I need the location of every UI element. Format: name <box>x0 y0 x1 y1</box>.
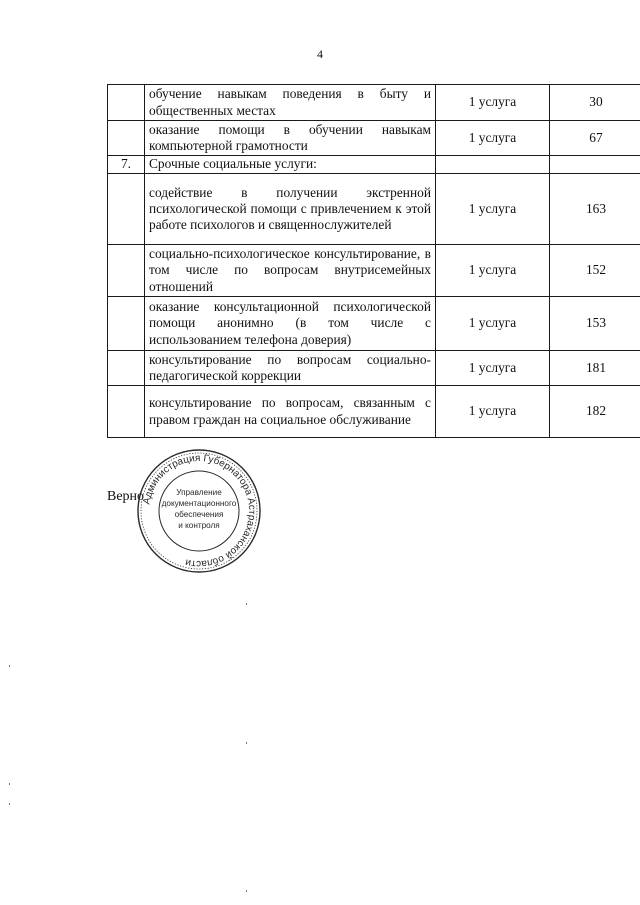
seal-ring-text: Администрация Губернатора Астраханской области <box>141 452 258 570</box>
official-seal <box>135 447 263 575</box>
table-row <box>108 174 640 245</box>
seal-graphic <box>135 447 263 575</box>
category-title-cell: Срочные социальные услуги: <box>145 156 436 174</box>
service-unit-cell: 1 услуга <box>436 174 550 245</box>
row-number-cell: 7. <box>108 156 145 174</box>
service-value-cell: 152 <box>550 245 640 297</box>
row-number-cell <box>108 297 145 351</box>
service-description-cell: консультирование по вопросам социально-педагогической коррекции <box>145 351 436 386</box>
service-value-cell: 163 <box>550 174 640 245</box>
service-description-cell: социально-психологическое консультирование, в том числе по вопросам внутрисемейных отношений <box>145 245 436 297</box>
table-row <box>108 85 640 121</box>
table-row-category <box>108 156 640 174</box>
service-unit-cell: 1 услуга <box>436 297 550 351</box>
seal-center-line: и контроля <box>178 521 220 530</box>
service-value-cell: 182 <box>550 386 640 438</box>
service-description-cell: оказание консультационной психологической помощи анонимно (в том числе с использованием телефона доверия) <box>145 297 436 351</box>
scan-speck <box>246 603 247 605</box>
service-value-cell: 181 <box>550 351 640 386</box>
service-unit-cell: 1 услуга <box>436 386 550 438</box>
service-description-cell: оказание помощи в обучении навыкам компьютерной грамотности <box>145 121 436 156</box>
scan-speck <box>246 890 247 892</box>
scan-speck <box>246 742 247 744</box>
service-unit-cell <box>436 156 550 174</box>
service-description-cell: содействие в получении экстренной психологической помощи с привлечением к этой работе психологов и священнослужителей <box>145 174 436 245</box>
service-value-cell: 67 <box>550 121 640 156</box>
certification-label: Верно <box>107 489 145 504</box>
seal-center-line: обеспечения <box>174 510 224 519</box>
seal-center-line: Управление <box>176 488 222 497</box>
service-unit-cell: 1 услуга <box>436 121 550 156</box>
table-row <box>108 386 640 438</box>
row-number-cell <box>108 121 145 156</box>
table-row <box>108 245 640 297</box>
row-number-cell <box>108 386 145 438</box>
service-unit-cell: 1 услуга <box>436 245 550 297</box>
table-row <box>108 351 640 386</box>
service-value-cell: 30 <box>550 85 640 121</box>
service-unit-cell: 1 услуга <box>436 351 550 386</box>
service-unit-cell: 1 услуга <box>436 85 550 121</box>
scan-speck <box>9 803 10 805</box>
table-row <box>108 297 640 351</box>
services-table <box>107 84 640 438</box>
row-number-cell <box>108 85 145 121</box>
scan-speck <box>9 665 10 667</box>
service-description-cell: обучение навыкам поведения в быту и общественных местах <box>145 85 436 121</box>
row-number-cell <box>108 351 145 386</box>
seal-center-line: документационного <box>161 499 237 508</box>
service-value-cell: 153 <box>550 297 640 351</box>
table-row <box>108 121 640 156</box>
page-number: 4 <box>317 47 323 61</box>
row-number-cell <box>108 245 145 297</box>
row-number-cell <box>108 174 145 245</box>
service-value-cell <box>550 156 640 174</box>
scan-speck <box>9 783 10 785</box>
service-description-cell: консультирование по вопросам, связанным с правом граждан на социальное обслуживание <box>145 386 436 438</box>
